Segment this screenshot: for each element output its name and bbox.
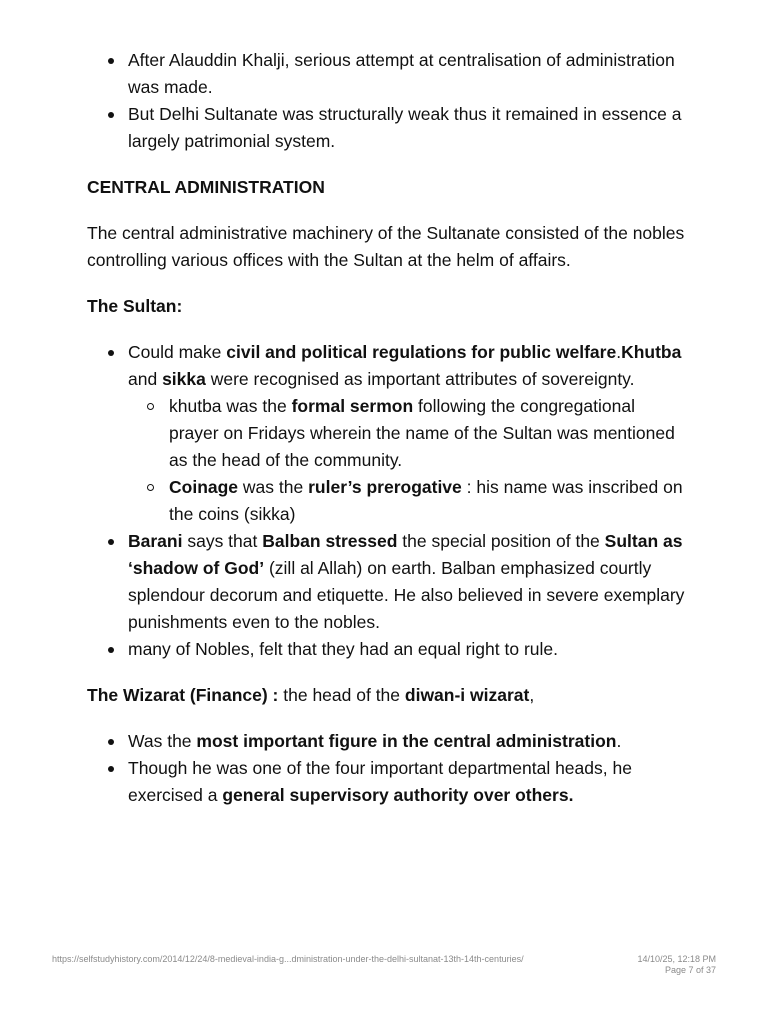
footer-page-number: Page 7 of 37: [664, 965, 716, 975]
sultan-sub-list: [128, 393, 687, 528]
sub-list-item: khutba was the formal sermon following the congregational prayer on Fridays wherein the name of the Sultan was mentioned as the head of the community.: [128, 393, 687, 474]
sultan-bullet-list: [87, 339, 687, 663]
section-paragraph: The central administrative machinery of the Sultanate consisted of the nobles controlling various offices with the Sultan at the helm of affairs.: [87, 223, 685, 270]
list-item: Was the most important figure in the central administration.: [87, 728, 687, 755]
wizarat-heading: The Wizarat (Finance) : the head of the diwan-i wizarat,: [87, 685, 535, 705]
footer-url[interactable]: https://selfstudyhistory.com/2014/12/24/8-medieval-india-g...dministration-under-the-delhi-sultanat-13th-14th-centuries/: [52, 954, 524, 964]
sultan-heading: The Sultan:: [87, 296, 183, 316]
list-item: But Delhi Sultanate was structurally weak thus it remained in essence a largely patrimonial system.: [87, 101, 687, 155]
footer-meta: [637, 954, 716, 976]
wizarat-bullet-list: [87, 728, 687, 809]
footer-timestamp: 14/10/25, 12:18 PM: [637, 954, 716, 964]
intro-bullet-list: [87, 47, 687, 155]
document-page: [87, 47, 687, 809]
list-item: Could make civil and political regulations for public welfare.Khutba and sikka were recognised as important attributes of sovereignty. khutba was the formal sermon following the congregational prayer on Fridays wherein the name of the Sultan was mentioned as the head of the community. Coinage was the ruler’s prerogative : his name was inscribed on the coins (sikka): [87, 339, 687, 528]
list-item: many of Nobles, felt that they had an equal right to rule.: [87, 636, 687, 663]
list-item: Barani says that Balban stressed the special position of the Sultan as ‘shadow of God’ (zill al Allah) on earth. Balban emphasized courtly splendour decorum and etiquette. He also believed in severe exemplary punishments even to the nobles.: [87, 528, 687, 636]
list-item: After Alauddin Khalji, serious attempt at centralisation of administration was made.: [87, 47, 687, 101]
list-item: Though he was one of the four important departmental heads, he exercised a general supervisory authority over others.: [87, 755, 687, 809]
section-heading: CENTRAL ADMINISTRATION: [87, 177, 325, 197]
sub-list-item: Coinage was the ruler’s prerogative : his name was inscribed on the coins (sikka): [128, 474, 687, 528]
